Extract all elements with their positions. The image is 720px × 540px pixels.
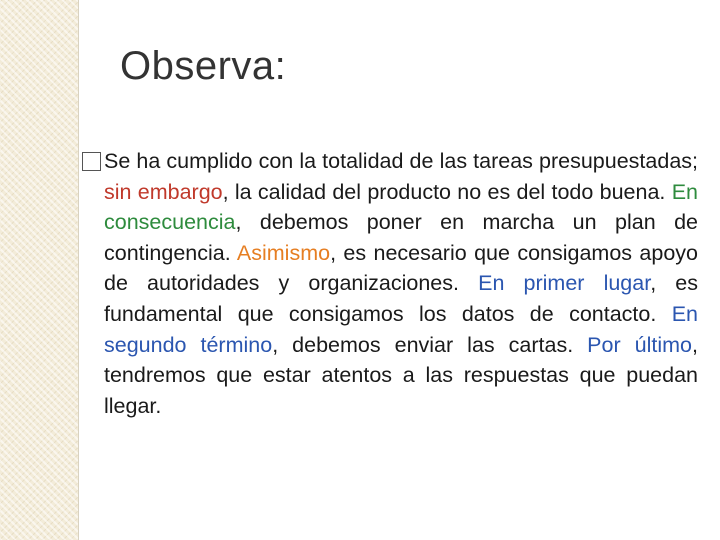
connector-en-consecuencia: En consecuencia <box>104 179 698 235</box>
connector-en-primer-lugar: En primer lugar <box>478 271 651 296</box>
text-segment: , es fundamental que consigamos los datos de contacto. <box>104 271 699 326</box>
text-segment: , debemos poner en marcha un plan de contingencia. <box>104 210 698 265</box>
connector-por-ultimo: Por último <box>587 332 692 357</box>
text-segment: Se ha cumplido con la totalidad de las tareas presupuestadas; <box>104 149 698 173</box>
slide-content <box>82 146 698 421</box>
text-segment: , debemos enviar las cartas. <box>272 332 588 357</box>
bullet-item <box>82 146 698 421</box>
paragraph-text <box>104 146 698 421</box>
decorative-side-band <box>0 0 79 540</box>
text-segment: , es necesario que consigamos apoyo de autoridades y organizaciones. <box>104 240 698 296</box>
text-segment: , la calidad del producto no es del todo buena. <box>222 179 672 204</box>
connector-asimismo: Asimismo <box>236 240 331 265</box>
square-bullet-icon <box>82 152 101 171</box>
text-segment: , tendremos que estar atentos a las respuestas que puedan llegar. <box>104 332 698 418</box>
connector-en-segundo-termino: En segundo término <box>104 301 698 357</box>
connector-sin-embargo: sin embargo <box>104 179 223 204</box>
slide-title: Observa: <box>120 44 287 88</box>
